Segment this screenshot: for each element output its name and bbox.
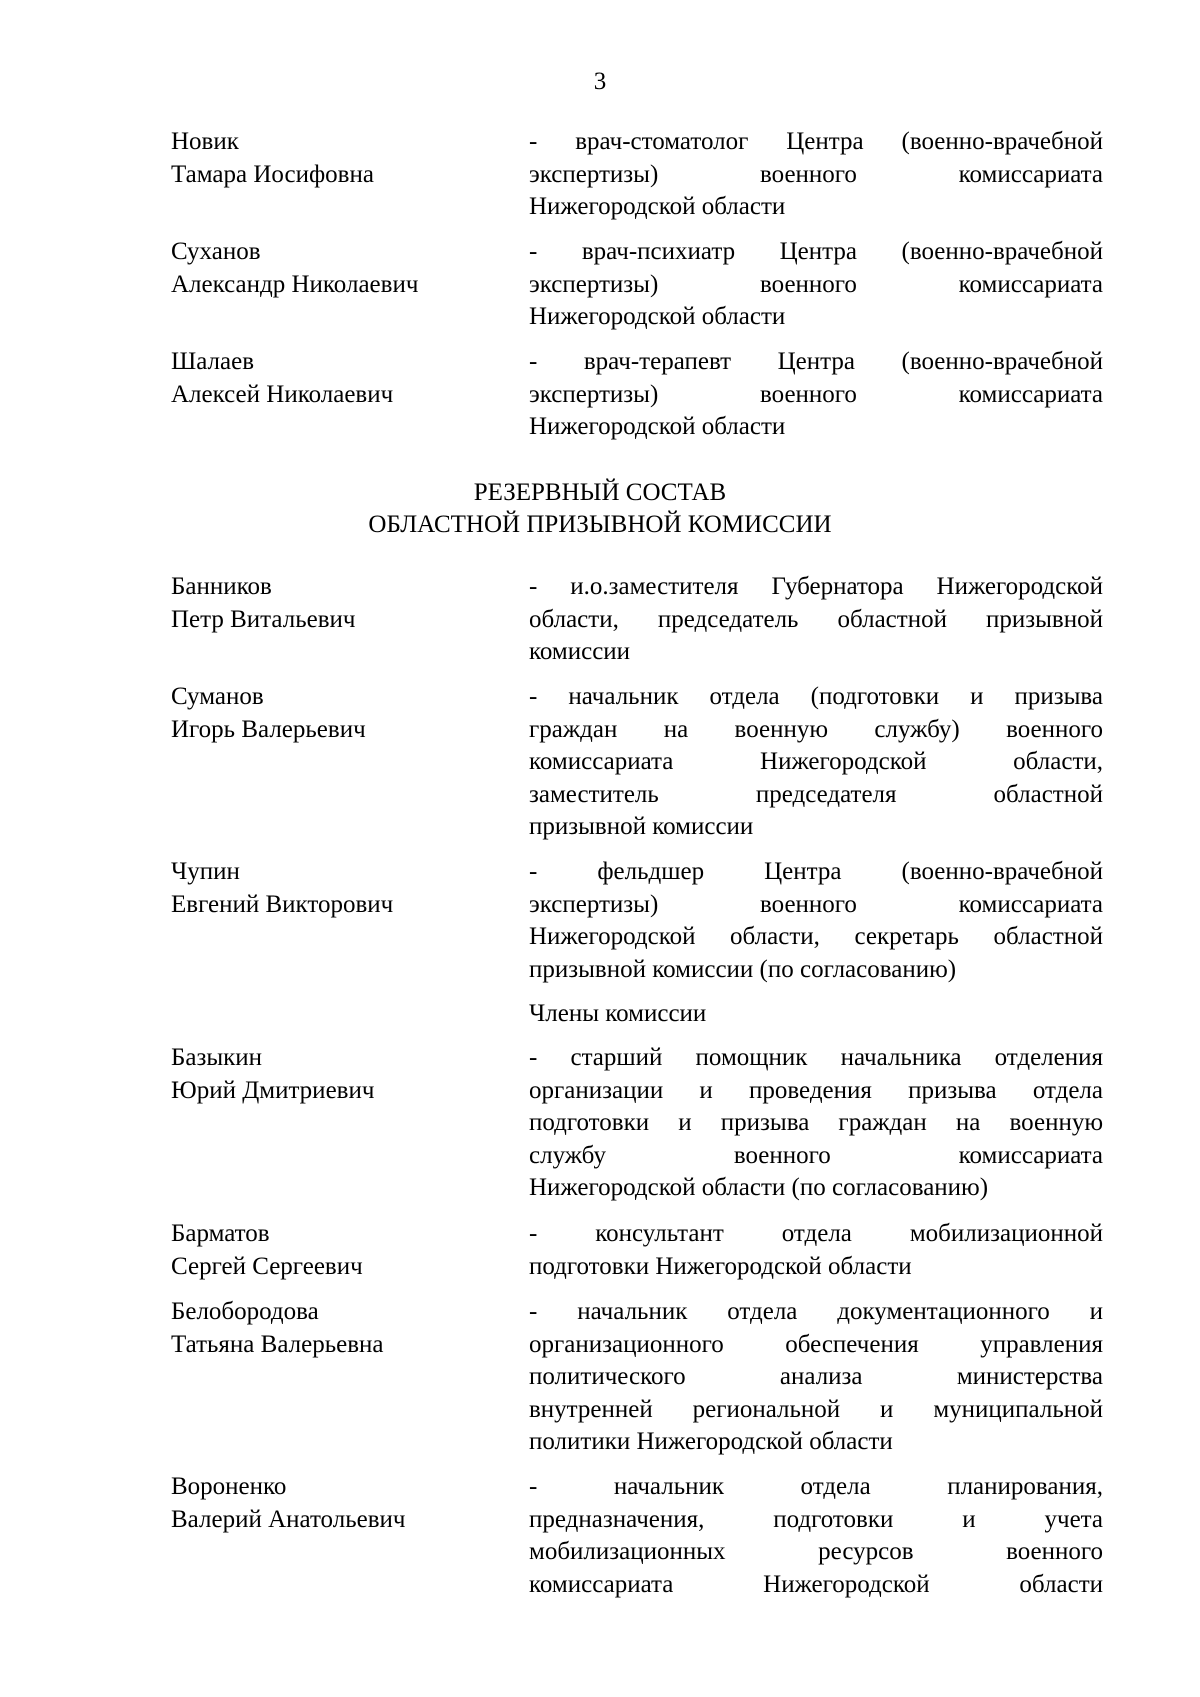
member-surname: Вороненко [171,1473,287,1500]
position-line: граждан на военную службу) военного [529,715,1103,743]
member-given-names: Игорь Валерьевич [171,715,366,743]
member-name [171,1471,511,1536]
members-heading: Члены комиссии [529,1000,707,1027]
member-name [171,236,511,301]
position-line: Нижегородской области (по согласованию) [529,1174,989,1201]
position-line: мобилизационных ресурсов военного [529,1538,1103,1565]
position-line: заместитель председателя областной [529,780,1103,808]
position-line: - начальник отдела документационного и [529,1298,1103,1325]
member-given-names: Валерий Анатольевич [171,1505,406,1533]
position-line: комиссариата Нижегородской области, [529,748,1103,775]
position-line: Нижегородской области [529,193,786,220]
position-line: - и.о.заместителя Губернатора Нижегородской [529,573,1103,600]
position-line: области, председатель областной призывной [529,605,1103,633]
position-line: - фельдшер Центра (военно-врачебной [529,858,1103,885]
position-line: внутренней региональной и муниципальной [529,1395,1103,1423]
position-line: комиссариата Нижегородской области [529,1570,1103,1598]
section-title-line-2: ОБЛАСТНОЙ ПРИЗЫВНОЙ КОМИССИИ [368,511,832,538]
member-surname: Банников [171,573,272,600]
position-line: организации и проведения призыва отдела [529,1076,1103,1104]
position-line: Нижегородской области [529,413,786,440]
member-position [529,236,1103,334]
member-position [529,346,1103,444]
member-name [171,346,511,411]
member-position [529,681,1103,844]
member-given-names: Тамара Иосифовна [171,160,374,188]
member-surname: Барматов [171,1220,270,1247]
member-given-names: Петр Витальевич [171,605,356,633]
member-name [171,126,511,191]
position-line: экспертизы) военного комиссариата [529,160,1103,188]
member-surname: Суханов [171,238,261,265]
section-title-line-1: РЕЗЕРВНЫЙ СОСТАВ [473,479,727,506]
member-position [529,1042,1103,1205]
member-surname: Новик [171,128,239,155]
position-line: - врач-терапевт Центра (военно-врачебной [529,348,1103,375]
position-line: призывной комиссии [529,813,754,840]
position-line: организационного обеспечения управления [529,1330,1103,1358]
member-position [529,856,1103,986]
member-position [529,1471,1103,1601]
position-line: - начальник отдела (подготовки и призыва [529,683,1103,710]
member-given-names: Евгений Викторович [171,890,394,918]
page-number: 3 [593,68,607,95]
member-name [171,1218,511,1283]
position-line: политического анализа министерства [529,1363,1103,1390]
member-surname: Белобородова [171,1298,319,1325]
position-line: комиссии [529,638,631,665]
position-line: подготовки и призыва граждан на военную [529,1109,1103,1136]
member-surname: Базыкин [171,1044,263,1071]
member-name [171,681,511,746]
member-name [171,1042,511,1107]
position-line: Нижегородской области [529,303,786,330]
position-line: - начальник отдела планирования, [529,1473,1103,1500]
position-line: экспертизы) военного комиссариата [529,270,1103,298]
member-name [171,1296,511,1361]
position-line: экспертизы) военного комиссариата [529,380,1103,408]
position-line: - врач-стоматолог Центра (военно-врачебной [529,128,1103,155]
member-position [529,126,1103,224]
position-line: подготовки Нижегородской области [529,1252,912,1280]
position-line: - старший помощник начальника отделения [529,1044,1103,1071]
member-surname: Чупин [171,858,240,885]
position-line: предназначения, подготовки и учета [529,1505,1103,1533]
position-line: - консультант отдела мобилизационной [529,1220,1103,1247]
member-given-names: Юрий Дмитриевич [171,1076,375,1104]
position-line: экспертизы) военного комиссариата [529,890,1103,918]
member-given-names: Александр Николаевич [171,270,419,298]
member-name [171,571,511,636]
position-line: службу военного комиссариата [529,1141,1103,1169]
member-given-names: Алексей Николаевич [171,380,394,408]
member-name [171,856,511,921]
member-given-names: Сергей Сергеевич [171,1252,363,1280]
member-surname: Суманов [171,683,264,710]
member-given-names: Татьяна Валерьевна [171,1330,384,1358]
position-line: Нижегородской области, секретарь областной [529,923,1103,950]
position-line: политики Нижегородской области [529,1428,893,1455]
position-line: - врач-психиатр Центра (военно-врачебной [529,238,1103,265]
member-position [529,571,1103,669]
member-position [529,1218,1103,1283]
member-surname: Шалаев [171,348,255,375]
member-position [529,1296,1103,1459]
position-line: призывной комиссии (по согласованию) [529,955,957,983]
